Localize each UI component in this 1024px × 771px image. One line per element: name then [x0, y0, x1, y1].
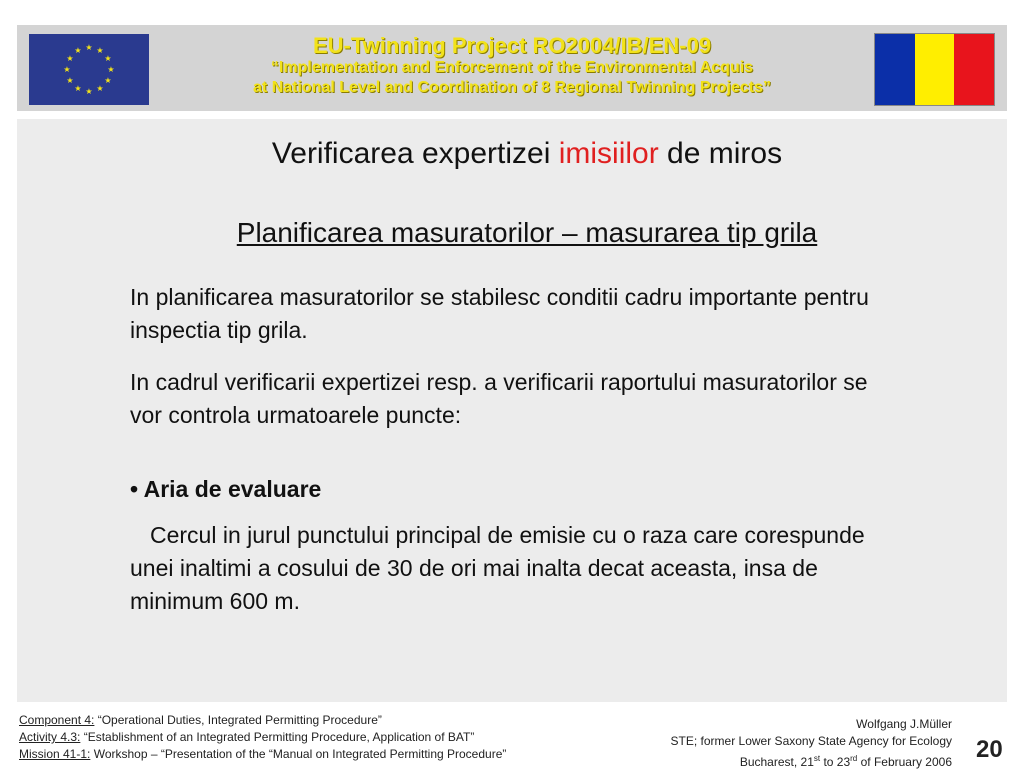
bullet-item: [130, 476, 321, 503]
flag-stripe-yellow: [915, 34, 955, 105]
footer-mission: Mission 41-1: Workshop – “Presentation of the “Manual on Integrated Permitting Procedure”: [19, 747, 507, 761]
svg-text:★: ★: [96, 84, 104, 93]
paragraph-3: Cercul in jurul punctului principal de emisie cu o raza care corespunde unei inaltimi a cosului de 30 de ori mai inalta decat aceasta, insa de minimum 600 m.: [130, 522, 865, 614]
header-text: [157, 25, 867, 98]
bullet-dot-icon: •: [130, 476, 144, 502]
project-subtitle-line2: at National Level and Coordination of 8 Regional Twinning Projects”: [253, 79, 771, 96]
flag-stripe-blue: [875, 34, 915, 105]
eu-flag-icon: [29, 34, 149, 105]
paragraph-1: In planificarea masuratorilor se stabilesc conditii cadru importante pentru inspectia tip grila.: [130, 284, 869, 343]
footer-activity: Activity 4.3: “Establishment of an Integrated Permitting Procedure, Application of BAT”: [19, 730, 475, 744]
romania-flag-icon: [874, 33, 995, 106]
svg-text:★: ★: [96, 46, 104, 55]
flag-stripe-red: [954, 34, 994, 105]
svg-text:★: ★: [74, 84, 82, 93]
footer-left: [19, 712, 506, 763]
header-banner: [17, 25, 1007, 111]
svg-text:★: ★: [104, 76, 112, 85]
footer-date: Bucharest, 21st to 23rd of February 2006: [739, 754, 952, 769]
footer-author: Wolfgang J.Müller: [856, 717, 952, 731]
svg-text:★: ★: [85, 87, 93, 96]
title-highlight: imisiilor: [558, 137, 659, 170]
footer-right: [671, 716, 952, 771]
svg-text:★: ★: [85, 43, 93, 52]
slide-content: [17, 119, 1007, 702]
bullet-label: Aria de evaluare: [143, 476, 322, 502]
footer-component: Component 4: “Operational Duties, Integrated Permitting Procedure”: [19, 713, 382, 727]
svg-text:★: ★: [63, 65, 71, 74]
paragraph-2: In cadrul verificarii expertizei resp. a verificarii raportului masuratorilor se vor controla urmatoarele puncte:: [130, 369, 868, 428]
svg-text:★: ★: [107, 65, 115, 74]
project-subtitle-line1: “Implementation and Enforcement of the Environmental Acquis: [270, 59, 754, 76]
page-number: 20: [976, 736, 1003, 763]
footer-org: STE; former Lower Saxony State Agency for Ecology: [670, 734, 952, 748]
svg-text:★: ★: [74, 46, 82, 55]
svg-text:★: ★: [104, 54, 112, 63]
svg-text:★: ★: [66, 76, 74, 85]
slide-subtitle: Planificarea masuratorilor – masurarea tip grila: [236, 217, 818, 248]
svg-text:★: ★: [66, 54, 74, 63]
project-title: EU-Twinning Project RO2004/IB/EN-09: [312, 33, 712, 58]
slide-title: Verificarea expertizei imisiilor de miros: [271, 137, 783, 170]
